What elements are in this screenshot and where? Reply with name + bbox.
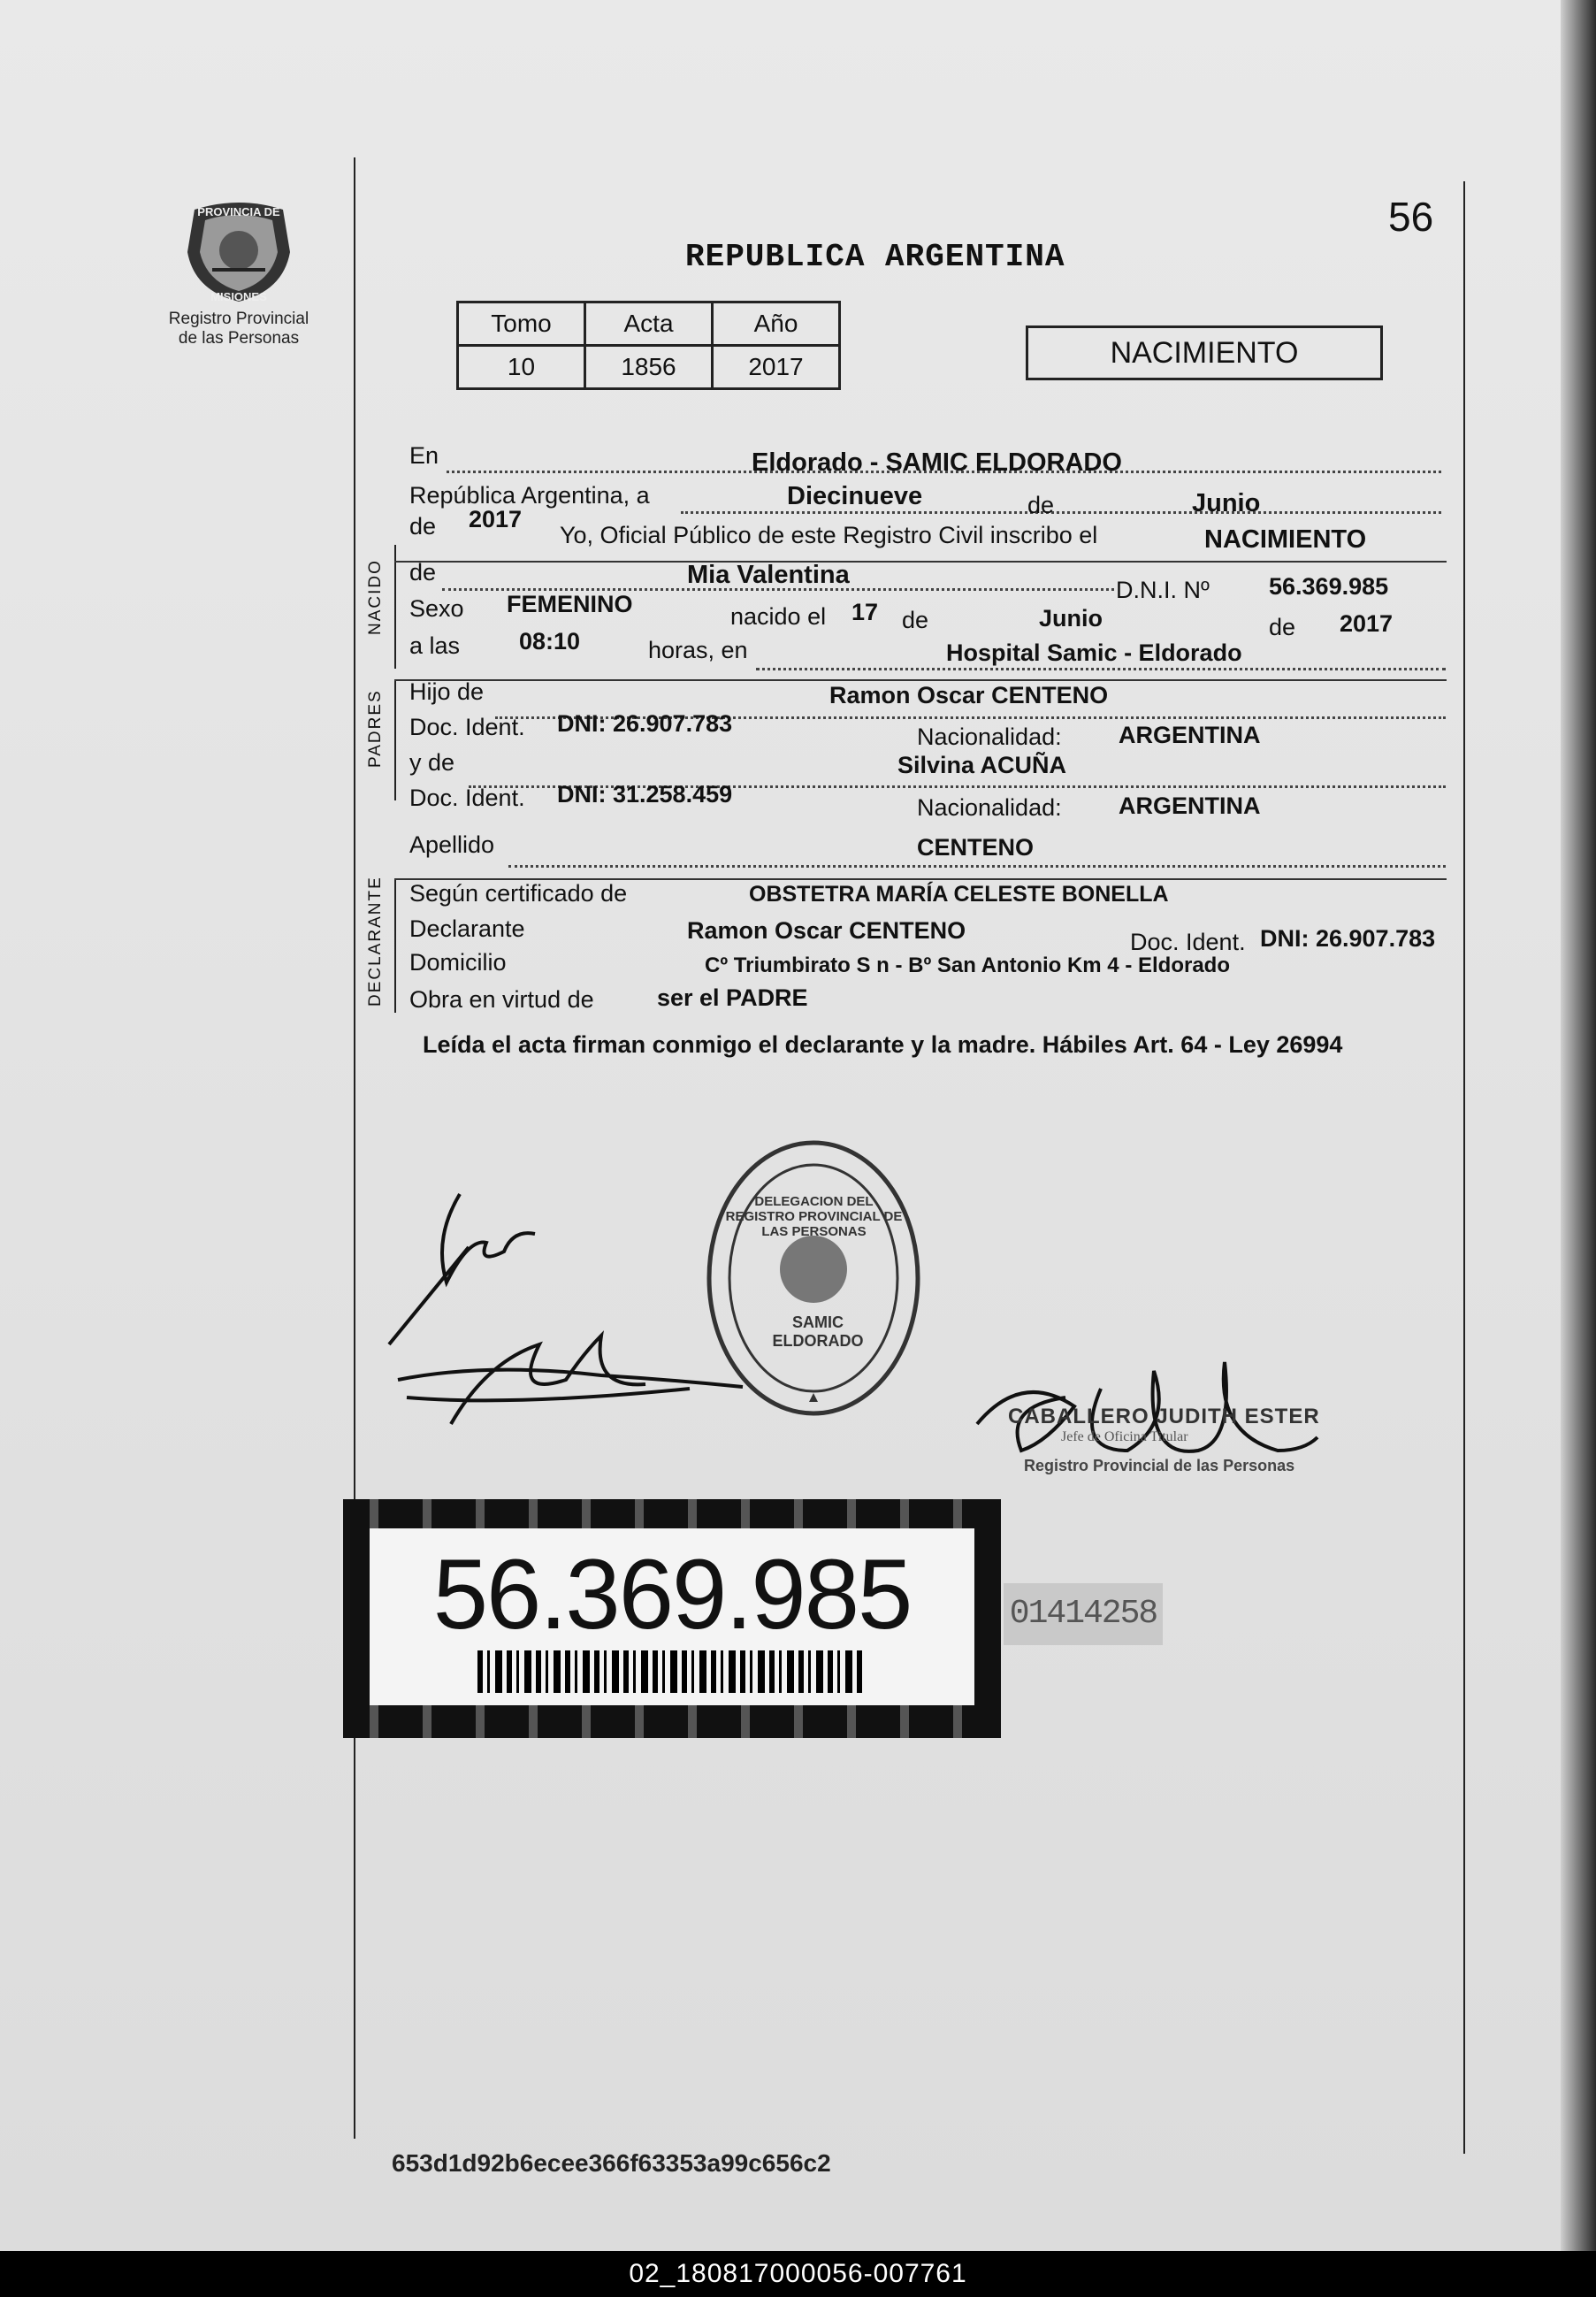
side-label-nacido: NACIDO xyxy=(366,559,385,635)
birth-month-value: Junio xyxy=(1039,605,1103,632)
domicilio-value: Cº Triumbirato S n - Bº San Antonio Km 4 - Eldorado xyxy=(705,953,1230,977)
document-type-box: NACIMIENTO xyxy=(1026,325,1383,380)
day-words-value: Diecinueve xyxy=(787,482,923,510)
en-label: En xyxy=(409,442,439,469)
father-name-value: Ramon Oscar CENTENO xyxy=(829,682,1109,708)
mother-nat-value: ARGENTINA xyxy=(1119,792,1261,819)
apellido-value: CENTENO xyxy=(917,834,1035,861)
place-value: Eldorado - SAMIC ELDORADO xyxy=(752,448,1122,477)
tomo-value: 10 xyxy=(458,346,585,389)
segun-label: Según certificado de xyxy=(409,880,628,907)
logo-top-text: PROVINCIA DE xyxy=(197,205,280,218)
apellido-label: Apellido xyxy=(409,831,495,858)
province-logo xyxy=(168,199,309,348)
acta-value: 1856 xyxy=(585,346,713,389)
nacido-bracket xyxy=(394,545,396,669)
serial-number: 01414258 xyxy=(1004,1583,1163,1645)
acta-label: Acta xyxy=(585,302,713,346)
official-agency: Registro Provincial de las Personas xyxy=(1024,1457,1295,1474)
mother-doc-label: Doc. Ident. xyxy=(409,785,525,811)
y-de-label: y de xyxy=(409,749,455,776)
official-name: CABALLERO JUDITH ESTER xyxy=(1008,1405,1320,1428)
de-label: de xyxy=(1027,492,1055,518)
dni-value: 56.369.985 xyxy=(1269,573,1389,600)
anio-value: 2017 xyxy=(713,346,840,389)
agency-line-1: Registro Provincial xyxy=(168,310,309,328)
hospital-value: Hospital Samic - Eldorado xyxy=(946,639,1242,666)
section-rule xyxy=(394,679,1447,681)
domicilio-label: Domicilio xyxy=(409,949,507,976)
de-label: de xyxy=(1269,614,1296,640)
birth-year-value: 2017 xyxy=(1340,610,1394,637)
page-number: 56 xyxy=(1388,194,1434,240)
sexo-value: FEMENINO xyxy=(507,591,633,617)
delegation-stamp-center: SAMIC ELDORADO xyxy=(772,1313,864,1350)
birth-day-value: 17 xyxy=(851,599,879,625)
obra-value: ser el PADRE xyxy=(657,984,808,1011)
padres-bracket xyxy=(394,681,396,800)
logo-bottom-text: MISIONES xyxy=(210,290,267,303)
delegation-stamp-text: DELEGACION DEL REGISTRO PROVINCIAL DE LAS PERSONAS xyxy=(725,1194,903,1239)
page-stack-edge xyxy=(1561,0,1596,2251)
certificado-value: OBSTETRA MARÍA CELESTE BONELLA xyxy=(749,882,1169,907)
father-nat-label: Nacionalidad: xyxy=(917,724,1062,750)
hour-value: 08:10 xyxy=(519,628,581,655)
decl-doc-label: Doc. Ident. xyxy=(1130,929,1246,955)
right-margin-line xyxy=(1463,181,1465,2154)
side-label-padres: PADRES xyxy=(366,689,385,768)
month-value: Junio xyxy=(1192,489,1261,517)
closing-statement: Leída el acta firman conmigo el declarante y la madre. Hábiles Art. 64 - Ley 26994 xyxy=(423,1031,1343,1058)
barcode-number: 56.369.985 xyxy=(432,1539,912,1650)
agency-line-2: de las Personas xyxy=(178,329,300,348)
father-doc-label: Doc. Ident. xyxy=(409,714,525,740)
father-doc-value: DNI: 26.907.783 xyxy=(557,710,733,737)
declarante-value: Ramon Oscar CENTENO xyxy=(687,917,966,944)
delegation-stamp xyxy=(703,1137,924,1420)
mother-name-value: Silvina ACUÑA xyxy=(897,752,1067,778)
de-label: de xyxy=(902,607,929,633)
obra-label: Obra en virtud de xyxy=(409,986,594,1013)
barcode-sticker xyxy=(370,1528,974,1705)
sexo-label: Sexo xyxy=(409,595,464,622)
nacido-label: nacido el xyxy=(730,603,827,630)
mother-doc-value: DNI: 31.258.459 xyxy=(557,781,733,808)
inscribo-value: NACIMIENTO xyxy=(1204,525,1367,554)
barcode-bars xyxy=(477,1650,867,1693)
de-label: de xyxy=(409,513,437,540)
official-role: Jefe de Oficina Titular xyxy=(1061,1429,1188,1444)
inscribo-text: Yo, Oficial Público de este Registro Civil inscribo el xyxy=(560,522,1098,548)
page-title: REPUBLICA ARGENTINA xyxy=(685,239,1065,275)
dni-label: D.N.I. Nº xyxy=(1116,577,1210,603)
document-hash: 653d1d92b6ecee366f63353a99c656c2 xyxy=(392,2149,831,2177)
father-nat-value: ARGENTINA xyxy=(1119,722,1261,748)
declarante-label: Declarante xyxy=(409,915,525,942)
year-value: 2017 xyxy=(469,506,523,532)
horas-label: horas, en xyxy=(648,637,748,663)
anio-label: Año xyxy=(713,302,840,346)
signature-declarante xyxy=(380,1309,752,1433)
a-las-label: a las xyxy=(409,632,461,659)
footer-filename: 02_180817000056-007761 xyxy=(0,2251,1596,2297)
left-margin-line xyxy=(354,157,355,2139)
decl-doc-value: DNI: 26.907.783 xyxy=(1260,925,1436,952)
record-table xyxy=(456,301,841,390)
republica-label: República Argentina, a xyxy=(409,482,650,509)
tomo-label: Tomo xyxy=(458,302,585,346)
mother-nat-label: Nacionalidad: xyxy=(917,794,1062,821)
de-label: de xyxy=(409,559,437,586)
side-label-declarante: DECLARANTE xyxy=(366,876,385,1007)
hijo-label: Hijo de xyxy=(409,678,485,705)
declarante-bracket xyxy=(394,880,396,1013)
child-name-value: Mia Valentina xyxy=(687,561,850,589)
